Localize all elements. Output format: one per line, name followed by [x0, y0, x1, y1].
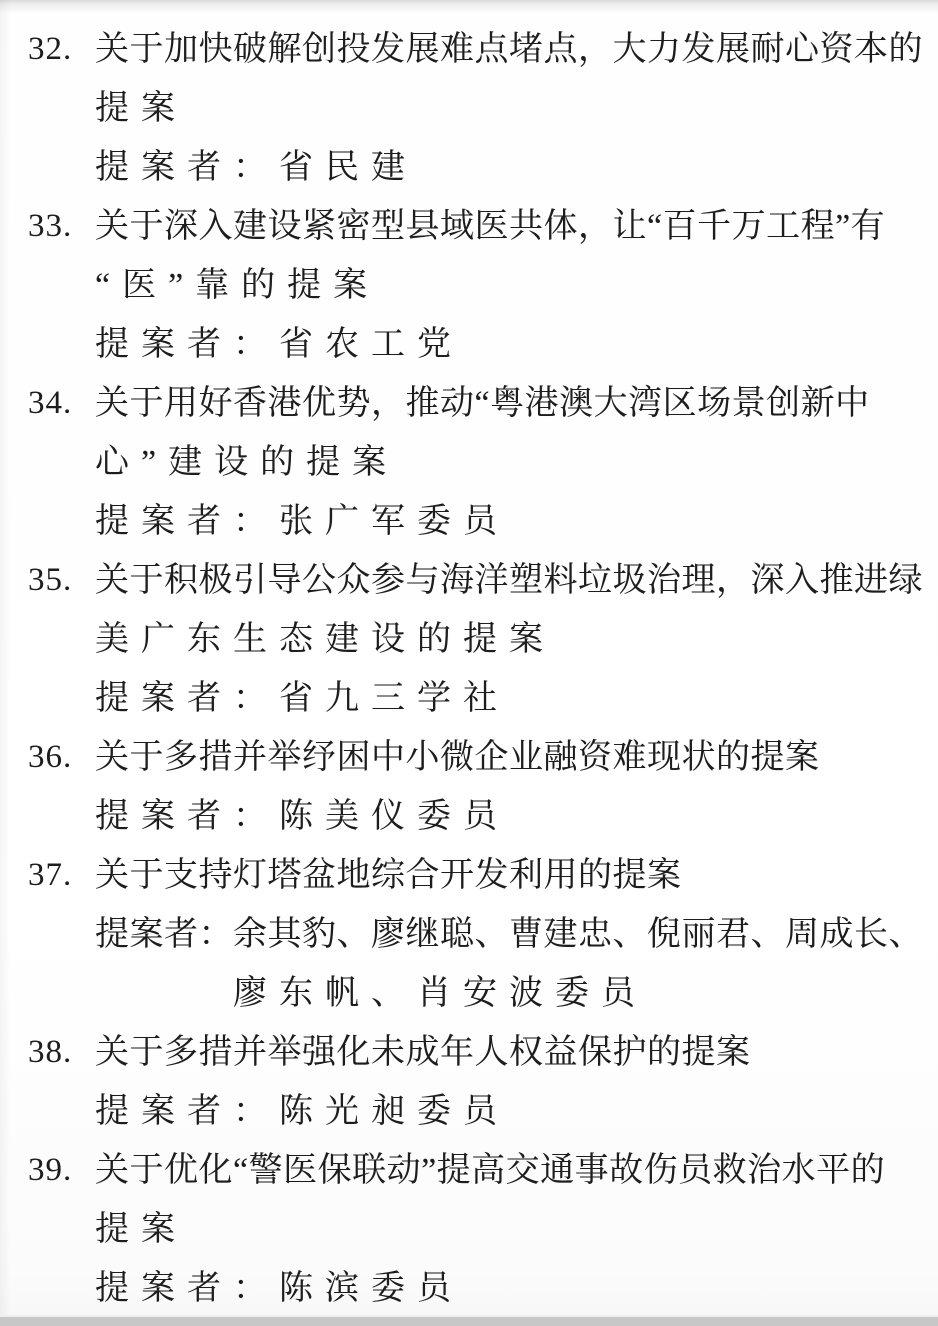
proposal-content	[95, 20, 923, 197]
proposal-title-line: 关于深入建设紧密型县域医共体，让“百千万工程”有	[95, 208, 886, 245]
proposal-number: 39.	[28, 1152, 73, 1188]
proposal-number: 33.	[28, 208, 73, 244]
proposal-item	[28, 551, 923, 728]
proposal-title-line: 关于支持灯塔盆地综合开发利用的提案	[95, 857, 682, 894]
proposal-item	[28, 1141, 913, 1318]
proposal-title-line: 心”建设的提案	[95, 444, 399, 481]
proposal-item	[28, 374, 913, 551]
proposal-title-line: 关于优化“警医保联动”提高交通事故伤员救治水平的	[95, 1152, 886, 1189]
proposal-proposer-line: 廖东帆、肖安波委员	[233, 975, 647, 1012]
proposal-title-line: “医”靠的提案	[95, 267, 380, 304]
proposal-item	[28, 728, 913, 846]
proposal-proposer-line: 提案者：陈光昶委员	[95, 1093, 509, 1130]
proposal-content	[95, 551, 923, 728]
proposal-content	[95, 374, 913, 551]
proposal-title-line: 关于多措并举纾困中小微企业融资难现状的提案	[95, 739, 820, 776]
proposal-title-line: 关于积极引导公众参与海洋塑料垃圾治理，深入推进绿	[95, 562, 923, 599]
proposal-proposer-line: 提案者：陈滨委员	[95, 1270, 463, 1307]
proposal-number: 37.	[28, 857, 73, 893]
proposal-title-line: 美广东生态建设的提案	[95, 621, 555, 658]
proposal-content	[95, 728, 913, 846]
proposal-title-line: 关于多措并举强化未成年人权益保护的提案	[95, 1034, 751, 1071]
proposal-proposer-line: 提案者：陈美仪委员	[95, 798, 509, 835]
proposal-proposer-line: 提案者：余其豹、廖继聪、曹建忠、倪丽君、周成长、	[95, 916, 923, 953]
proposal-number: 35.	[28, 562, 73, 598]
proposal-title-line: 提案	[95, 90, 187, 127]
proposal-number: 34.	[28, 385, 73, 421]
proposal-number: 32.	[28, 31, 73, 67]
proposal-title-line: 提案	[95, 1211, 187, 1248]
proposal-title-line: 关于用好香港优势，推动“粤港澳大湾区场景创新中	[95, 385, 870, 422]
proposal-content	[95, 197, 913, 374]
proposal-content	[95, 1023, 913, 1141]
proposal-proposer-line: 提案者：省九三学社	[95, 680, 509, 717]
proposal-proposer-line: 提案者：省农工党	[95, 326, 463, 363]
proposal-content	[95, 1141, 913, 1318]
proposal-number: 36.	[28, 739, 73, 775]
proposal-proposer-line: 提案者：省民建	[95, 149, 417, 186]
page-bottom-bar	[0, 1315, 938, 1326]
proposal-proposer-line: 提案者：张广军委员	[95, 503, 509, 540]
proposal-number: 38.	[28, 1034, 73, 1070]
proposal-content	[95, 846, 923, 1023]
proposal-item	[28, 846, 923, 1023]
proposal-item	[28, 20, 923, 197]
proposal-item	[28, 1023, 913, 1141]
proposal-item	[28, 197, 913, 374]
proposal-title-line: 关于加快破解创投发展难点堵点，大力发展耐心资本的	[95, 31, 923, 68]
